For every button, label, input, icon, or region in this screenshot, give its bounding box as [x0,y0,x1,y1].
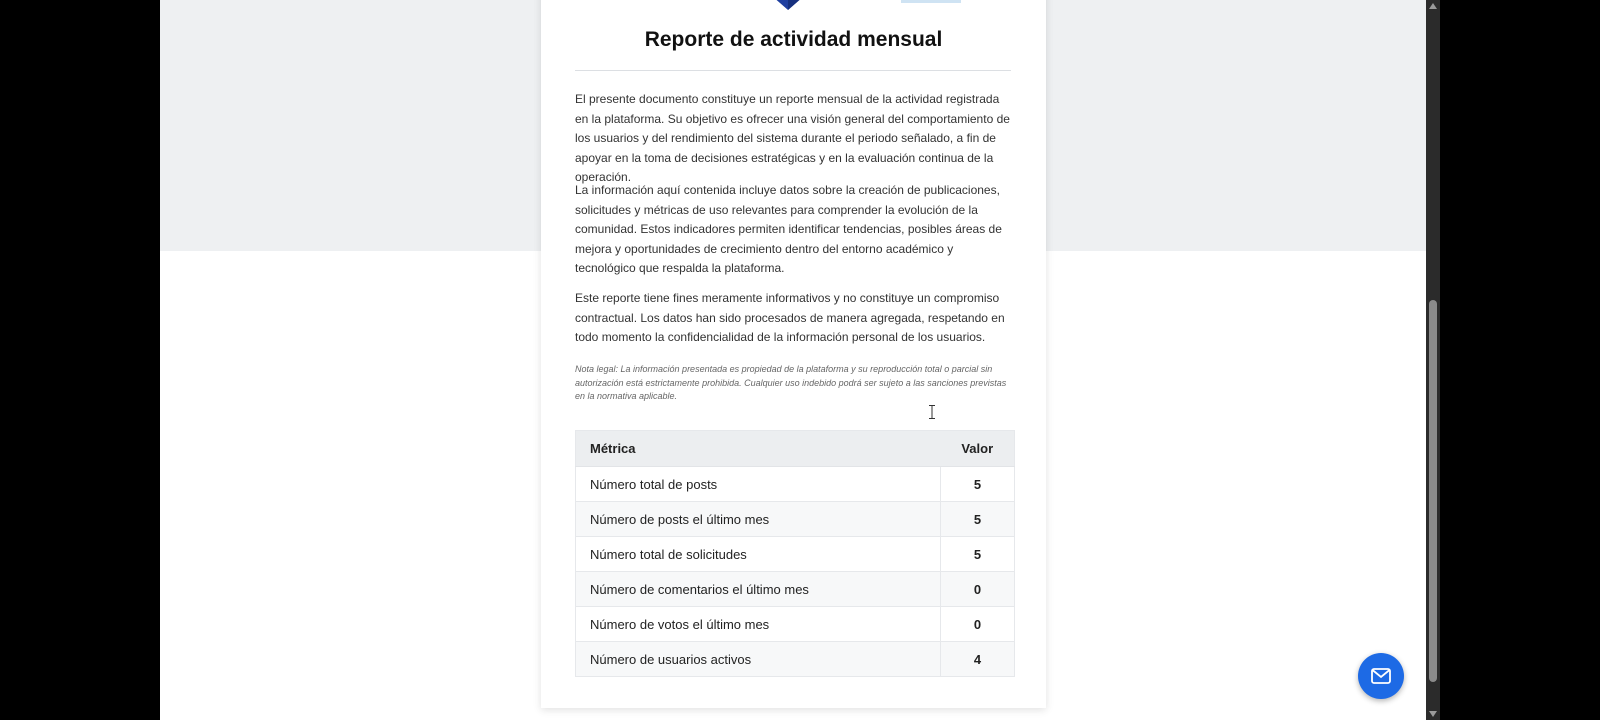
metric-value: 0 [941,607,1015,642]
header-decoration [901,0,961,3]
metric-label: Número total de posts [576,467,941,502]
table-row [576,607,1015,642]
report-document [541,0,1046,708]
table-header-row [576,431,1015,467]
metric-value: 5 [941,537,1015,572]
disclaimer-paragraph: Este reporte tiene fines meramente informativos y no constituye un compromiso contractual. Los datos han sido procesados de manera agregada, respetando en todo momento la confidencialidad de la información personal de los usuarios. [575,291,1005,344]
metric-value: 5 [941,467,1015,502]
title-divider [575,70,1011,71]
mail-icon [1371,668,1391,684]
legal-note: Nota legal: La información presentada es propiedad de la plataforma y su reproducción total o parcial sin autorización está estrictamente prohibida. Cualquier uso indebido podrá ser sujeto a las sanciones previstas en la normativa aplicable. [575,364,1007,401]
metrics-table [575,430,1015,677]
scrollbar-thumb[interactable] [1429,300,1437,682]
table-row [576,502,1015,537]
header-value: Valor [941,431,1015,467]
table-row [576,642,1015,677]
metric-label: Número de posts el último mes [576,502,941,537]
metric-value: 0 [941,572,1015,607]
content-paragraph: La información aquí contenida incluye datos sobre la creación de publicaciones, solicitudes y métricas de uso relevantes para comprender la evolución de la comunidad. Estos indicadores permiten identificar tendencias, posibles áreas de mejora y oportunidades de crecimiento dentro del entorno académico y tecnológico que respalda la plataforma. [575,183,1002,275]
page-scrollbar[interactable] [1426,0,1440,720]
intro-paragraph: El presente documento constituye un reporte mensual de la actividad registrada en la plataforma. Su objetivo es ofrecer una visión general del comportamiento de los usuarios y del rendimiento del sistema durante el periodo señalado, a fin de apoyar en la toma de decisiones estratégicas y en la evaluación continua de la operación. [575,92,1010,184]
table-row [576,572,1015,607]
logo-icon [766,0,810,14]
metric-label: Número de usuarios activos [576,642,941,677]
metric-label: Número de votos el último mes [576,607,941,642]
text-cursor-icon [928,405,936,419]
metric-value: 4 [941,642,1015,677]
table-row [576,467,1015,502]
page-viewport [160,0,1426,720]
header-metric: Métrica [576,431,941,467]
metric-label: Número de comentarios el último mes [576,572,941,607]
scroll-down-arrow-icon[interactable] [1429,711,1437,717]
table-row [576,537,1015,572]
scroll-up-arrow-icon[interactable] [1429,3,1437,9]
report-title: Reporte de actividad mensual [644,28,943,51]
contact-mail-button[interactable] [1358,653,1404,699]
metric-label: Número total de solicitudes [576,537,941,572]
metric-value: 5 [941,502,1015,537]
